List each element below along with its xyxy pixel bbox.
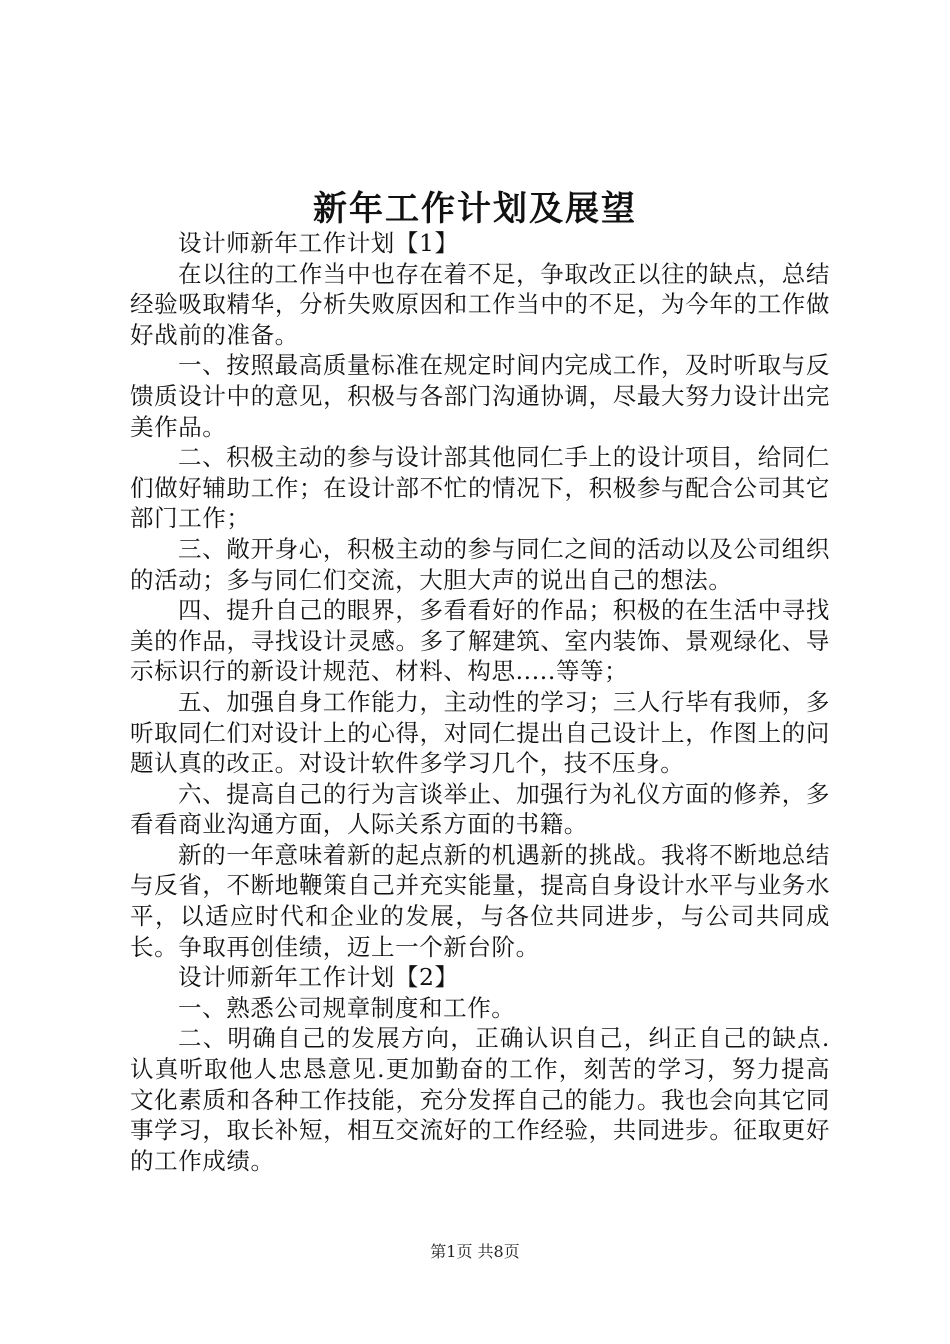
paragraph-intro: 在以往的工作当中也存在着不足，争取改正以往的缺点，总结经验吸取精华，分析失败原因和工作当中的不足，为今年的工作做好战前的准备。 [130,259,830,349]
paragraph-item-4: 四、提升自己的眼界，多看看好的作品；积极的在生活中寻找美的作品，寻找设计灵感。多了解建筑、室内装饰、景观绿化、导示标识行的新设计规范、材料、构思.....等等； [130,596,830,686]
page-number-footer: 第1页 共8页 [430,1242,520,1261]
document-title: 新年工作计划及展望 [313,189,637,229]
paragraph-plan2-item-2: 二、明确自己的发展方向，正确认识自己，纠正自己的缺点.认真听取他人忠恳意见.更加勤奋的工作，刻苦的学习，努力提高文化素质和各种工作技能，充分发挥自己的能力。我也会向其它同事学习，取长补短，相互交流好的工作经验，共同进步。征取更好的工作成绩。 [130,1024,830,1175]
paragraph-item-5: 五、加强自身工作能力，主动性的学习；三人行毕有我师，多听取同仁们对设计上的心得，对同仁提出自己设计上，作图上的问题认真的改正。对设计软件多学习几个，技不压身。 [130,687,830,778]
paragraph-section-heading-2: 设计师新年工作计划【2】 [178,963,459,992]
paragraph-plan2-item-1: 一、熟悉公司规章制度和工作。 [178,993,516,1022]
paragraph-conclusion: 新的一年意味着新的起点新的机遇新的挑战。我将不断地总结与反省，不断地鞭策自己并充实能量，提高自身设计水平与业务水平，以适应时代和企业的发展，与各位共同进步，与公司共同成长。争取再创佳绩，迈上一个新台阶。 [130,840,830,961]
paragraph-item-2: 二、积极主动的参与设计部其他同仁手上的设计项目，给同仁们做好辅助工作；在设计部不忙的情况下，积极参与配合公司其它部门工作； [130,443,830,533]
paragraph-section-heading-1: 设计师新年工作计划【1】 [178,229,459,257]
document-body [130,228,830,1176]
paragraph-item-6: 六、提高自己的行为言谈举止、加强行为礼仪方面的修养，多看看商业沟通方面，人际关系方面的书籍。 [130,779,830,839]
paragraph-item-1: 一、按照最高质量标准在规定时间内完成工作，及时听取与反馈质设计中的意见，积极与各部门沟通协调，尽最大努力设计出完美作品。 [130,351,830,441]
paragraph-item-3: 三、敞开身心，积极主动的参与同仁之间的活动以及公司组织的活动；多与同仁们交流，大胆大声的说出自己的想法。 [130,534,830,594]
